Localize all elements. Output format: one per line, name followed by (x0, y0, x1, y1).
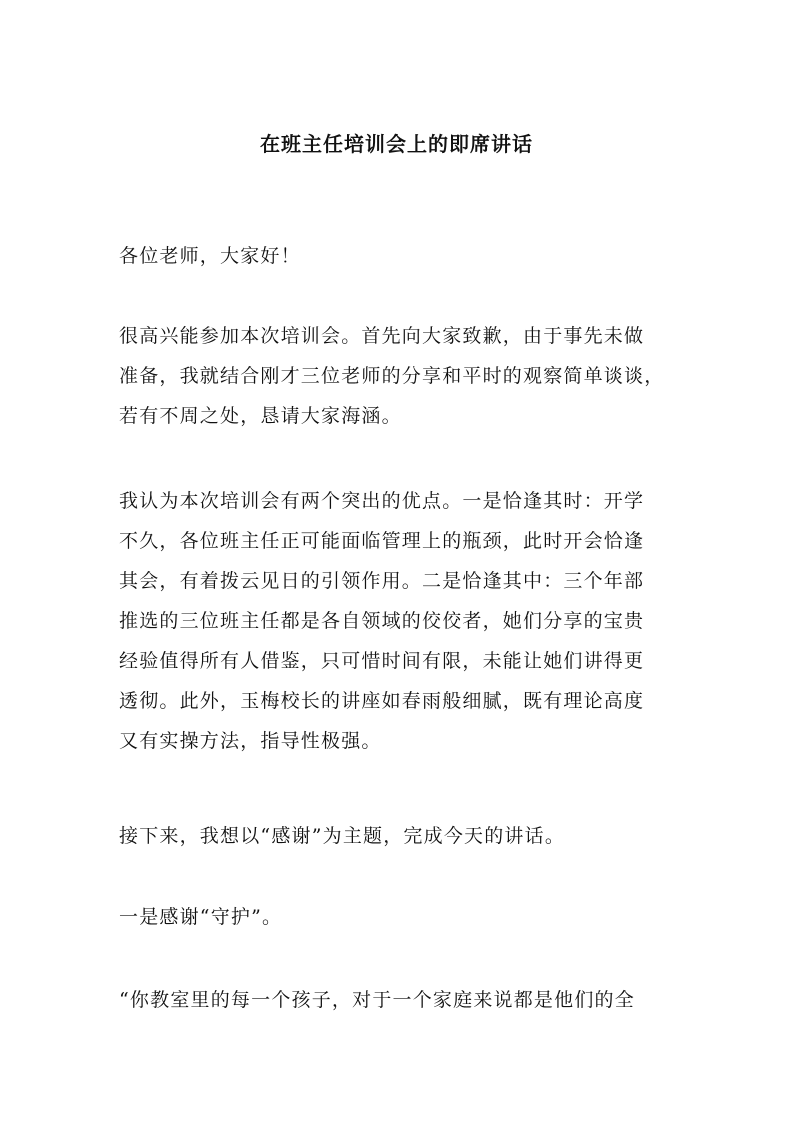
paragraph-highlights (119, 481, 679, 761)
text-line: 我认为本次培训会有两个突出的优点。一是恰逢其时：开学 (119, 490, 645, 512)
text-line: 准备，我就结合刚才三位老师的分享和平时的观察简单谈谈， (119, 365, 665, 387)
text-line: 不久，各位班主任正可能面临管理上的瓶颈，此时开会恰逢 (119, 530, 645, 552)
paragraph-section-heading (119, 897, 679, 937)
paragraph-greeting (119, 236, 679, 276)
text-line: 透彻。此外，玉梅校长的讲座如春雨般细腻，既有理论高度 (119, 690, 645, 712)
paragraph-opening (119, 316, 679, 436)
text-line: 接下来，我想以“感谢”为主题，完成今天的讲话。 (119, 825, 566, 847)
paragraph-quote (119, 980, 679, 1020)
text-line: 很高兴能参加本次培训会。首先向大家致歉，由于事先未做 (119, 325, 645, 347)
text-line: 又有实操方法，指导性极强。 (119, 730, 382, 752)
paragraph-theme (119, 816, 679, 856)
text-line: 其会，有着拨云见日的引领作用。二是恰逢其中：三个年部 (119, 570, 645, 592)
text-line: 推选的三位班主任都是各自领域的佼佼者，她们分享的宝贵 (119, 610, 645, 632)
text-line: 一是感谢“守护”。 (119, 906, 283, 928)
text-line: “你教室里的每一个孩子，对于一个家庭来说都是他们的全 (119, 989, 635, 1011)
text-line: 各位老师，大家好！ (119, 245, 301, 267)
text-line: 若有不周之处，恳请大家海涵。 (119, 405, 402, 427)
document-title: 在班主任培训会上的即席讲话 (260, 132, 533, 156)
text-line: 经验值得所有人借鉴，只可惜时间有限，未能让她们讲得更 (119, 650, 645, 672)
